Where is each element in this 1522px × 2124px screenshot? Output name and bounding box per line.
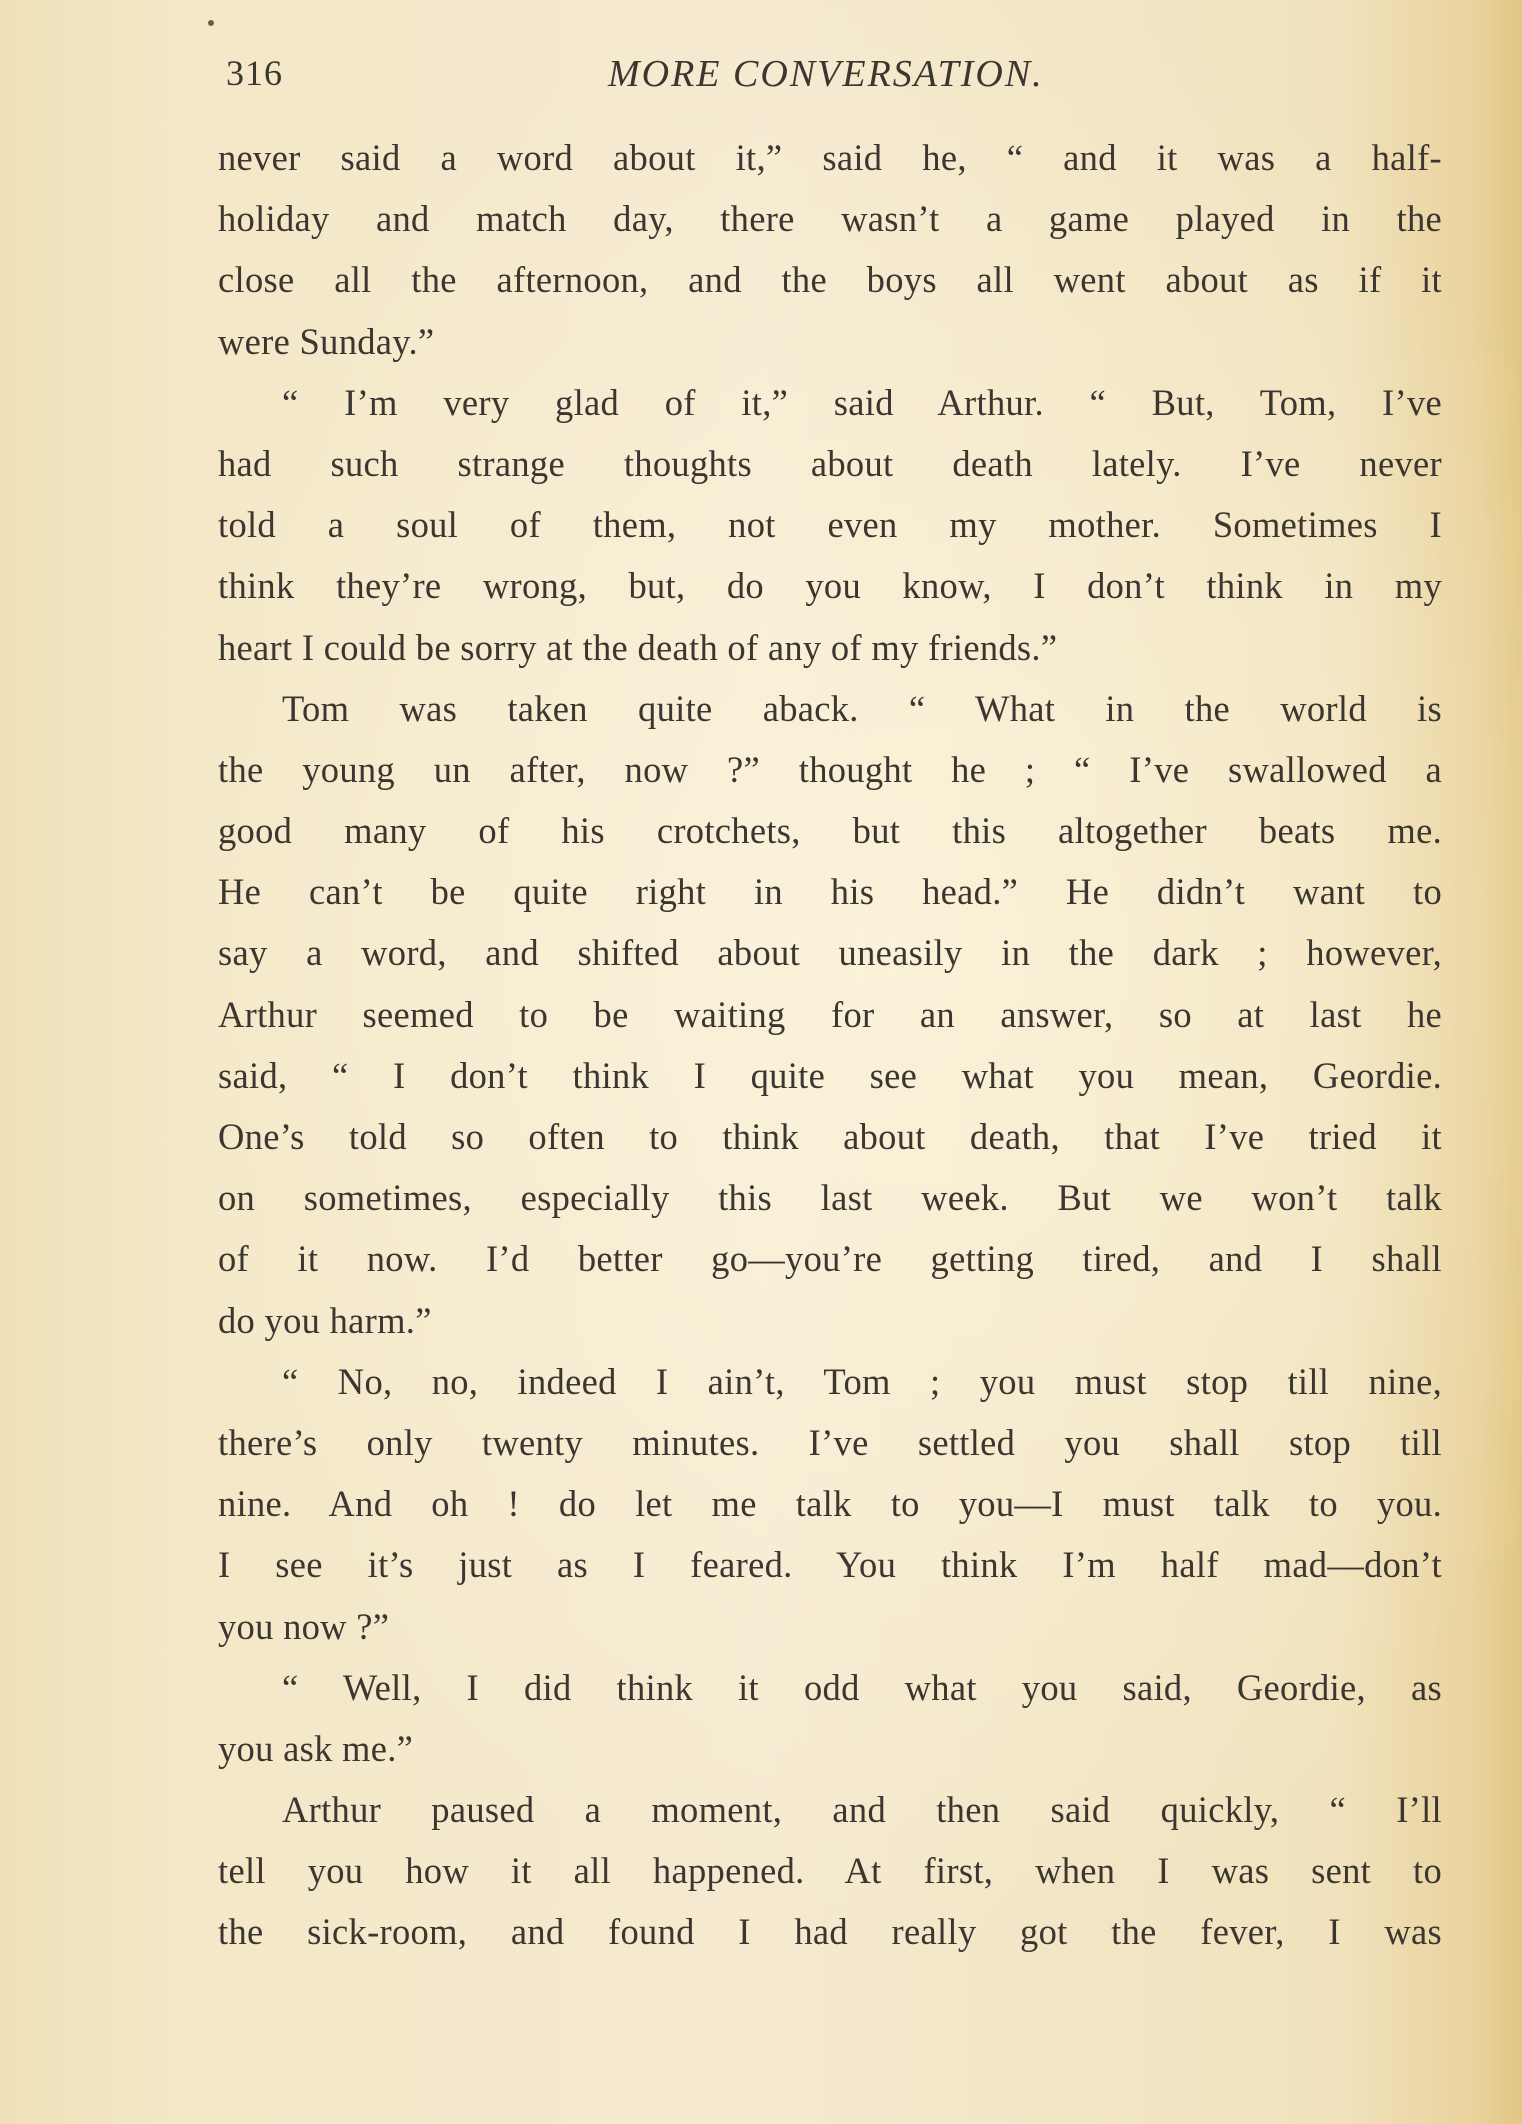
text-line: close all the afternoon, and the boys all went about as if it xyxy=(218,259,1442,301)
text-line: heart I could be sorry at the death of any of my friends.” xyxy=(218,626,1058,668)
text-line: holiday and match day, there wasn’t a game played in the xyxy=(218,198,1442,240)
text-line: He can’t be quite right in his head.” He didn’t want to xyxy=(218,871,1442,913)
page-number: 316 xyxy=(226,53,283,93)
text-line: the sick-room, and found I had really got the fever, I was xyxy=(218,1911,1442,1953)
text-line: you now ?” xyxy=(218,1605,390,1647)
text-line: had such strange thoughts about death lately. I’ve never xyxy=(218,442,1442,484)
text-line: there’s only twenty minutes. I’ve settled you shall stop till xyxy=(218,1421,1442,1463)
text-line: were Sunday.” xyxy=(218,320,435,362)
text-line: good many of his crotchets, but this altogether beats me. xyxy=(218,810,1442,852)
text-line: I see it’s just as I feared. You think I’m half mad—don’t xyxy=(218,1544,1442,1586)
text-line: you ask me.” xyxy=(218,1727,414,1769)
text-line: of it now. I’d better go—you’re getting tired, and I shall xyxy=(218,1238,1442,1280)
text-line: “ No, no, indeed I ain’t, Tom ; you must stop till nine, xyxy=(282,1360,1442,1402)
text-line: Tom was taken quite aback. “ What in the world is xyxy=(282,687,1442,729)
text-line: think they’re wrong, but, do you know, I don’t think in my xyxy=(218,565,1442,607)
text-line: tell you how it all happened. At first, when I was sent to xyxy=(218,1850,1442,1892)
text-line: said, “ I don’t think I quite see what you mean, Geordie. xyxy=(218,1054,1442,1096)
running-head: MORE CONVERSATION. xyxy=(608,53,1044,95)
text-line: “ Well, I did think it odd what you said, Geordie, as xyxy=(282,1666,1442,1708)
text-line: never said a word about it,” said he, “ and it was a half- xyxy=(218,137,1442,178)
page-header xyxy=(218,52,1418,102)
text-line: Arthur paused a moment, and then said quickly, “ I’ll xyxy=(282,1789,1442,1831)
text-line: “ I’m very glad of it,” said Arthur. “ But, Tom, I’ve xyxy=(282,381,1442,423)
text-line: say a word, and shifted about uneasily in the dark ; however, xyxy=(218,932,1442,974)
ink-speck xyxy=(208,20,214,26)
text-line: do you harm.” xyxy=(218,1299,432,1341)
text-line: the young un after, now ?” thought he ; “ I’ve swallowed a xyxy=(218,748,1442,790)
text-line: told a soul of them, not even my mother. Sometimes I xyxy=(218,504,1442,546)
text-line: on sometimes, especially this last week. But we won’t talk xyxy=(218,1177,1442,1219)
text-line: One’s told so often to think about death, that I’ve tried it xyxy=(218,1116,1442,1157)
body-text xyxy=(218,127,1442,1963)
text-line: Arthur seemed to be waiting for an answer, so at last he xyxy=(218,993,1442,1035)
text-line: nine. And oh ! do let me talk to you—I must talk to you. xyxy=(218,1483,1442,1525)
